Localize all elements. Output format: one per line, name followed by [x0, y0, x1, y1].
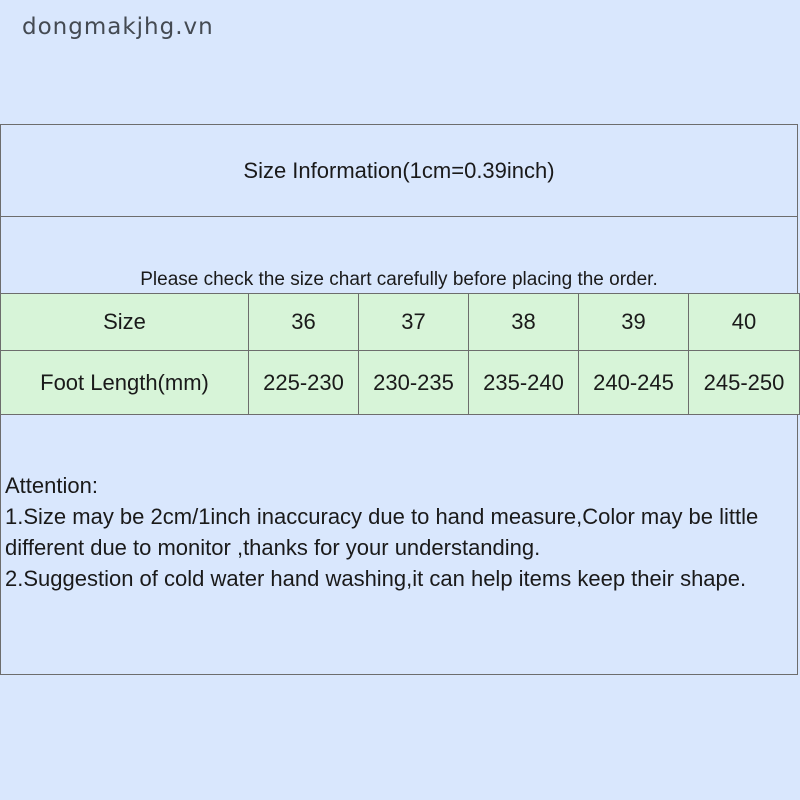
size-chart-sheet [0, 124, 798, 675]
size-cell: 39 [579, 294, 689, 351]
table-row [1, 351, 800, 415]
size-cell: 36 [249, 294, 359, 351]
attention-note-2: 2.Suggestion of cold water hand washing,it can help items keep their shape. [5, 566, 747, 591]
size-cell: 40 [689, 294, 800, 351]
foot-length-cell: 225-230 [249, 351, 359, 415]
size-cell: 38 [469, 294, 579, 351]
size-table [0, 293, 800, 415]
order-notice: Please check the size chart carefully before placing the order. [140, 269, 658, 290]
attention-heading: Attention: [5, 473, 98, 498]
foot-length-cell: 240-245 [579, 351, 689, 415]
size-cell: 37 [359, 294, 469, 351]
foot-length-cell: 230-235 [359, 351, 469, 415]
foot-length-cell: 245-250 [689, 351, 800, 415]
page-title: Size Information(1cm=0.39inch) [1, 125, 797, 217]
watermark: dongmakjhg.vn [22, 14, 214, 40]
foot-length-cell: 235-240 [469, 351, 579, 415]
size-header-cell: Size [1, 294, 249, 351]
attention-notes [5, 470, 790, 594]
foot-length-header-cell: Foot Length(mm) [1, 351, 249, 415]
attention-note-1: 1.Size may be 2cm/1inch inaccuracy due to hand measure,Color may be little different due to monitor ,thanks for your understanding. [5, 504, 759, 560]
table-row [1, 294, 800, 351]
